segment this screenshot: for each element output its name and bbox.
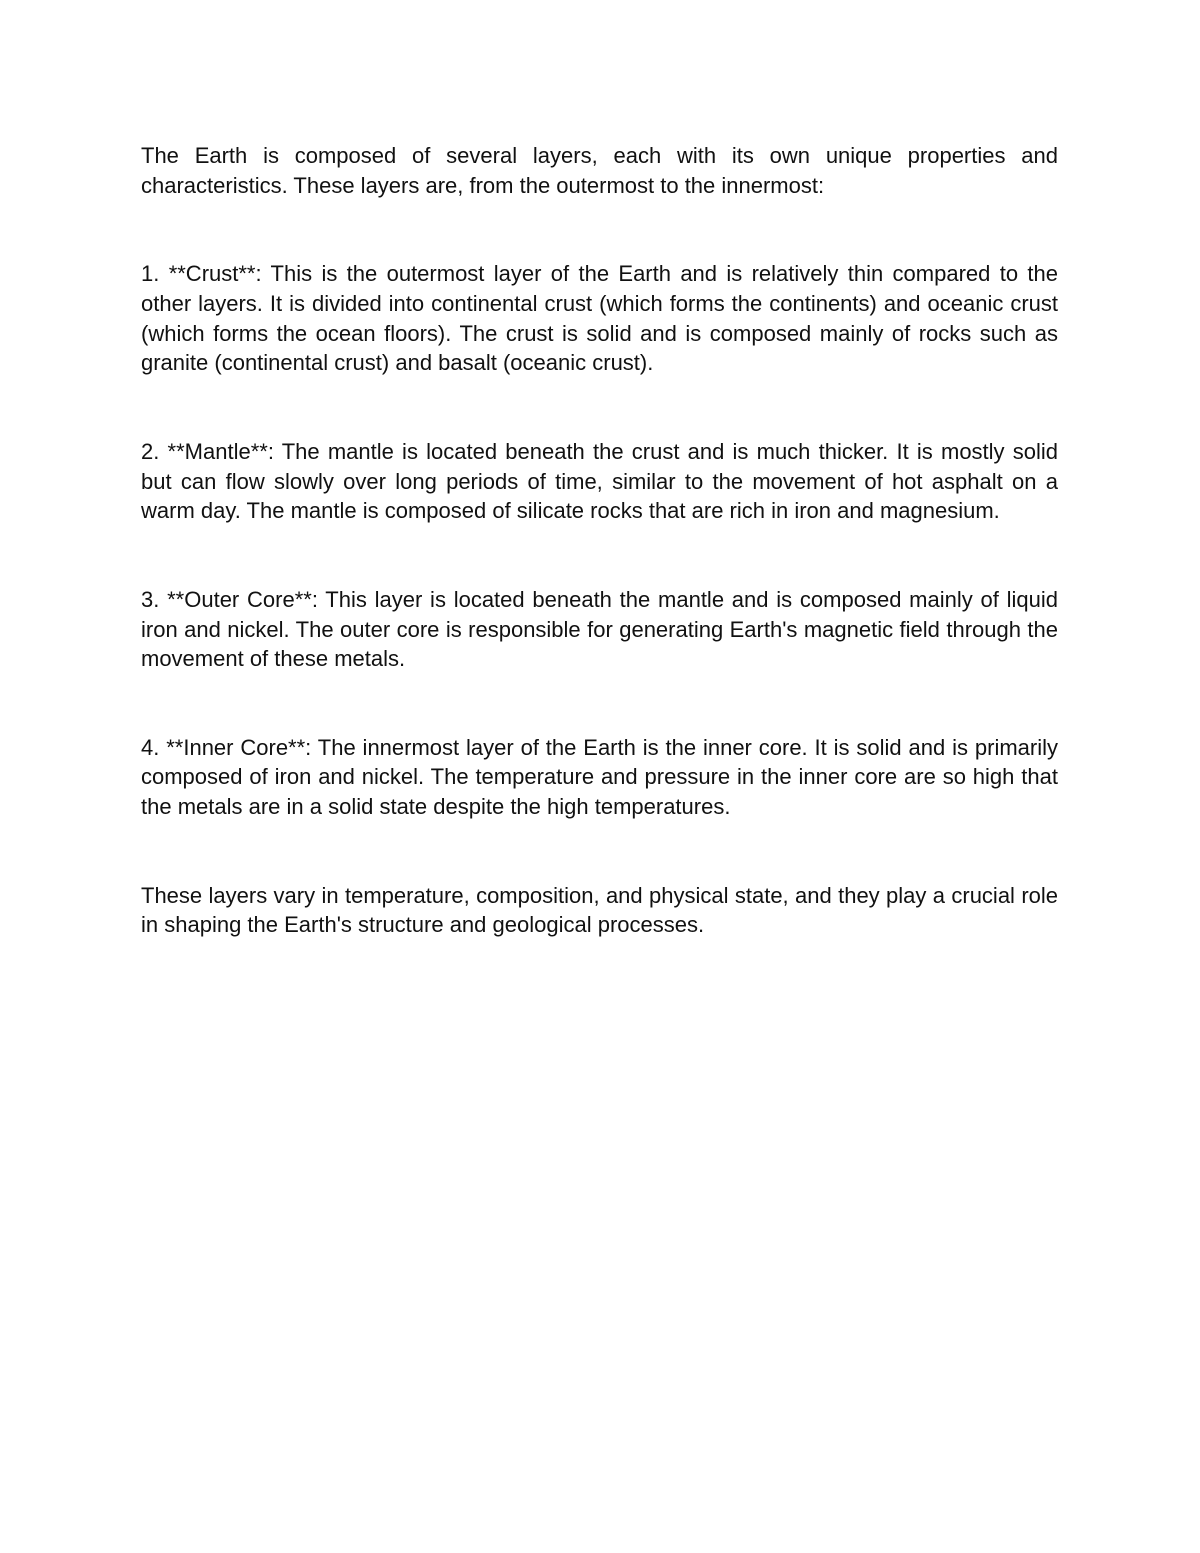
intro-paragraph: The Earth is composed of several layers, each with its own unique properties and characteristics. These layers are, from the outermost to the innermost:	[141, 143, 1058, 198]
inner-core-paragraph: 4. **Inner Core**: The innermost layer of the Earth is the inner core. It is solid and is primarily composed of iron and nickel. The temperature and pressure in the inner core are so high that the metals are in a solid state despite the high temperatures.	[141, 734, 1058, 820]
crust-paragraph: 1. **Crust**: This is the outermost layer of the Earth and is relatively thin compared to the other layers. It is divided into continental crust (which forms the continents) and oceanic crust (which forms the ocean floors). The crust is solid and is composed mainly of rocks such as granite (continental crust) and basalt (oceanic crust).	[141, 261, 1058, 376]
document-body	[141, 141, 1058, 940]
outer-core-paragraph: 3. **Outer Core**: This layer is located beneath the mantle and is composed mainly of liquid iron and nickel. The outer core is responsible for generating Earth's magnetic field through the movement of these metals.	[141, 586, 1058, 672]
mantle-paragraph: 2. **Mantle**: The mantle is located beneath the crust and is much thicker. It is mostly solid but can flow slowly over long periods of time, similar to the movement of hot asphalt on a warm day. The mantle is composed of silicate rocks that are rich in iron and magnesium.	[141, 438, 1058, 524]
conclusion-paragraph: These layers vary in temperature, composition, and physical state, and they play a crucial role in shaping the Earth's structure and geological processes.	[141, 882, 1058, 938]
